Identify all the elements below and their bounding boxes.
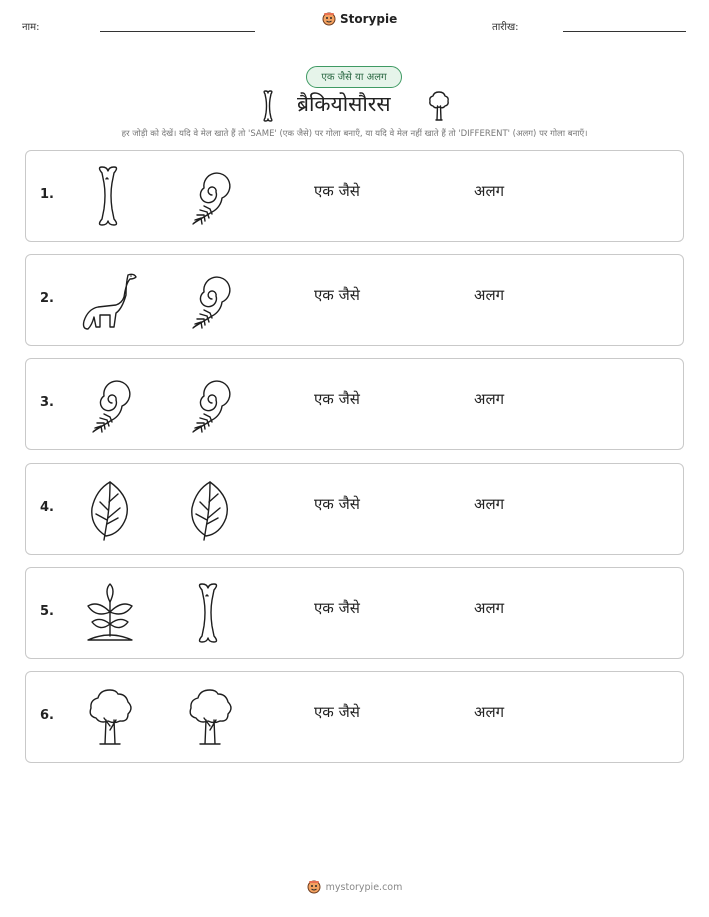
different-option[interactable]: अलग <box>474 390 505 409</box>
question-row <box>25 358 684 450</box>
different-option[interactable]: अलग <box>474 182 505 200</box>
date-blank-line <box>563 31 686 32</box>
question-row <box>25 463 684 555</box>
question-row <box>25 254 684 346</box>
name-label: नाम: <box>22 22 40 33</box>
brand <box>322 12 397 26</box>
storypie-logo-icon <box>322 12 336 26</box>
footer <box>0 880 709 897</box>
question-row <box>25 671 684 763</box>
fern-icon <box>180 165 240 229</box>
title-row <box>0 88 709 124</box>
question-number: 3. <box>40 395 54 411</box>
worksheet-title: ब्रैकियोसौरस <box>297 92 391 116</box>
tree-icon <box>428 90 450 122</box>
same-option[interactable]: एक जैसे <box>314 286 360 305</box>
question-row <box>25 567 684 659</box>
footer-url: mystorypie.com <box>325 881 403 893</box>
different-option[interactable]: अलग <box>474 286 505 305</box>
same-option[interactable]: एक जैसे <box>314 703 360 721</box>
question-number: 5. <box>40 603 54 619</box>
same-option[interactable]: एक जैसे <box>314 494 360 513</box>
same-option[interactable]: एक जैसे <box>314 182 360 200</box>
question-number: 1. <box>40 187 54 202</box>
question-number: 6. <box>40 708 54 723</box>
same-option[interactable]: एक जैसे <box>314 390 360 409</box>
tree-icon <box>180 686 240 750</box>
brachiosaurus-icon <box>80 269 140 333</box>
instructions: हर जोड़ी को देखें। यदि वे मेल खाते हैं तो 'SAME' (एक जैसे) पर गोला बनाएँ, या यदि वे मेल नहीं खाते हैं तो 'DIFFERENT' (अलग) पर गोला बनाएँ। <box>121 129 588 139</box>
bone-icon <box>260 90 276 122</box>
question-number: 2. <box>40 291 54 307</box>
question-number: 4. <box>40 499 54 515</box>
storypie-logo-icon <box>307 880 321 894</box>
fern-icon <box>180 373 240 437</box>
date-label: तारीख: <box>492 22 519 33</box>
brand-name: Storypie <box>340 12 398 26</box>
bone-icon <box>80 165 140 229</box>
worksheet-header <box>0 0 709 50</box>
bone-icon <box>180 582 240 646</box>
leaf-icon <box>80 478 140 542</box>
leaf-icon <box>180 478 240 542</box>
name-blank-line <box>100 31 255 32</box>
same-option[interactable]: एक जैसे <box>314 598 360 617</box>
different-option[interactable]: अलग <box>474 598 505 617</box>
fern-icon <box>80 373 140 437</box>
question-row <box>25 150 684 242</box>
fern-icon <box>180 269 240 333</box>
tree-icon <box>80 686 140 750</box>
different-option[interactable]: अलग <box>474 703 505 721</box>
worksheet-type-badge: एक जैसे या अलग <box>306 66 402 88</box>
plant-icon <box>80 582 140 646</box>
different-option[interactable]: अलग <box>474 494 505 513</box>
